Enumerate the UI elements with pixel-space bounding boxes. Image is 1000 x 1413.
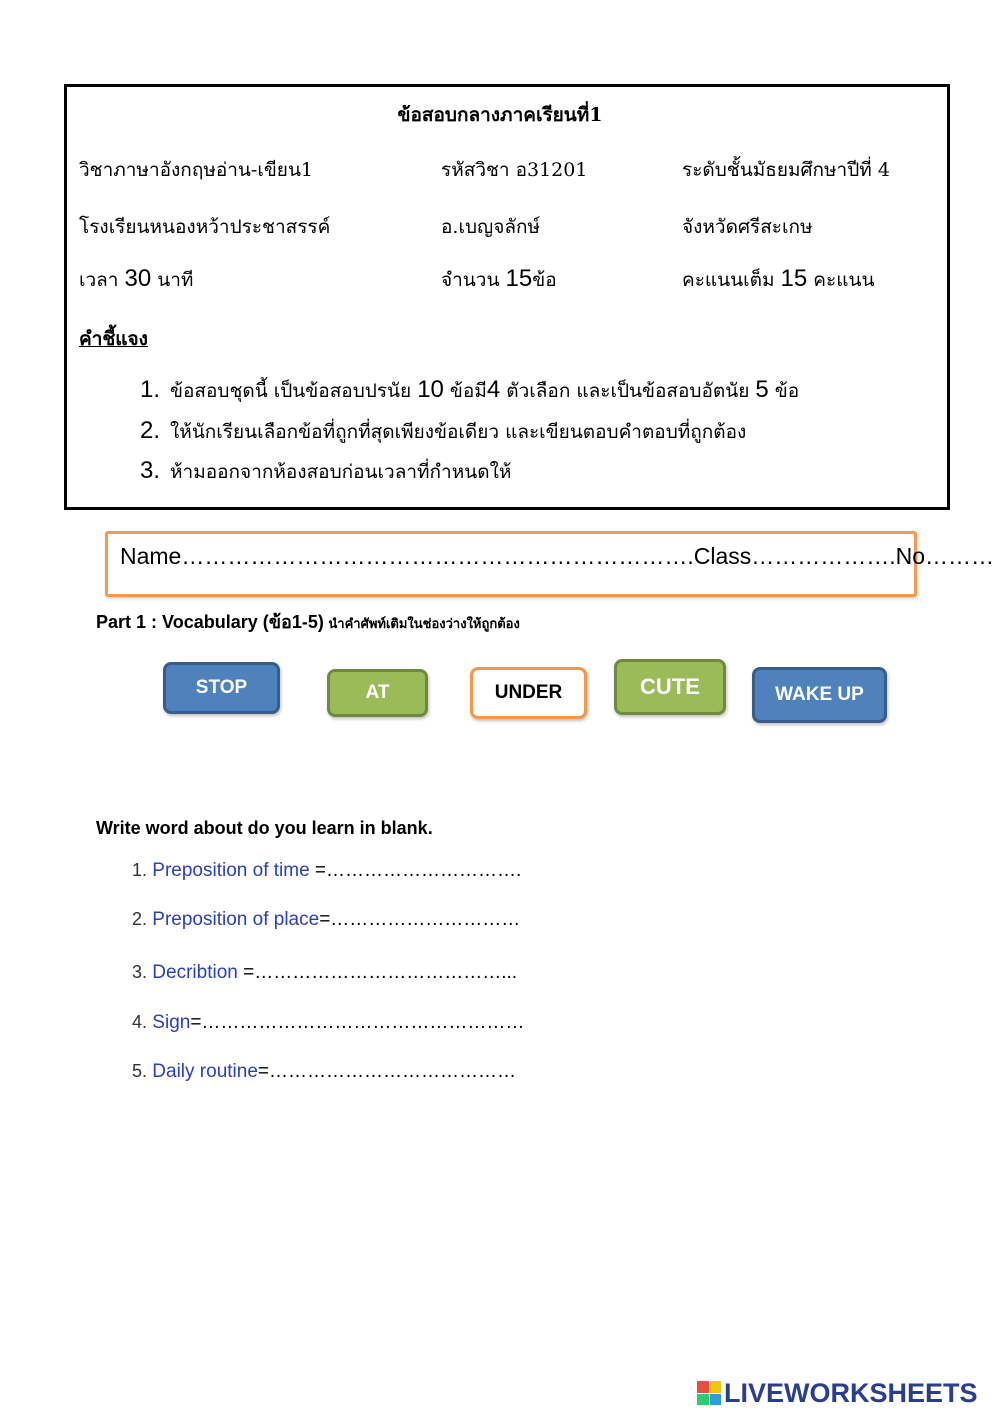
grade-level: ระดับชั้นมัธยมศึกษาปีที่ 4 <box>682 159 890 181</box>
province-name: จังหวัดศรีสะเกษ <box>682 216 813 238</box>
logo-mark-icon <box>697 1381 721 1405</box>
duration-value: 30 <box>124 265 152 292</box>
instruction-item: 2. ให้นักเรียนเลือกข้อที่ถูกที่สุดเพียงข้อเดียว และเขียนตอบคำตอบที่ถูกต้อง <box>140 417 747 444</box>
count-unit: ข้อ <box>532 269 557 291</box>
word-at: AT <box>327 669 428 717</box>
subject-name: วิชาภาษาอังกฤษอ่าน-เขียน1 <box>79 159 314 181</box>
count-value: 15 <box>505 265 533 292</box>
exam-duration <box>79 265 193 295</box>
question-item: 1. Preposition of time =…………………………. <box>132 860 522 881</box>
teacher-name: อ.เบญจลักษ์ <box>441 216 540 238</box>
liveworksheets-logo <box>697 1378 978 1408</box>
instruction-item: 3. ห้ามออกจากห้องสอบก่อนเวลาที่กำหนดให้ <box>140 457 512 484</box>
question-item: 3. Decribtion =…………………………………... <box>132 962 518 983</box>
word-under: UNDER <box>470 667 587 719</box>
part1-title: Part 1 : Vocabulary (ข้อ1-5) นำคำศัพท์เติมในช่องว่างให้ถูกต้อง <box>96 612 520 632</box>
word-wake-up: WAKE UP <box>752 667 887 723</box>
student-info-line: Name………………………………………………………….Class……………….No……… <box>120 543 995 569</box>
question-count <box>441 265 557 295</box>
write-section-title: Write word about do you learn in blank. <box>96 818 433 838</box>
duration-label: เวลา <box>79 269 125 291</box>
count-label: จำนวน <box>441 269 506 291</box>
instructions-heading: คำชี้แจง <box>79 328 148 350</box>
instruction-item: 1. ข้อสอบชุดนี้ เป็นข้อสอบปรนัย 10 ข้อมี4 ตัวเลือก และเป็นข้อสอบอัตนัย 5 ข้อ <box>140 376 800 403</box>
word-cute: CUTE <box>614 659 726 715</box>
score-unit: คะแนน <box>807 269 875 291</box>
word-stop: STOP <box>163 662 280 714</box>
exam-title: ข้อสอบกลางภาคเรียนที่1 <box>397 104 603 126</box>
logo-text: LIVEWORKSHEETS <box>724 1377 978 1408</box>
school-name: โรงเรียนหนองหว้าประชาสรรค์ <box>79 216 331 238</box>
score-value: 15 <box>780 265 808 292</box>
subject-code: รหัสวิชา อ31201 <box>441 159 588 181</box>
question-item: 4. Sign=…………………………………………… <box>132 1012 525 1033</box>
duration-unit: นาที <box>151 269 194 291</box>
question-item: 5. Daily routine=………………………………… <box>132 1061 517 1082</box>
question-item: 2. Preposition of place=………………………… <box>132 909 521 930</box>
score-label: คะแนนเต็ม <box>682 269 781 291</box>
full-score <box>682 265 874 295</box>
